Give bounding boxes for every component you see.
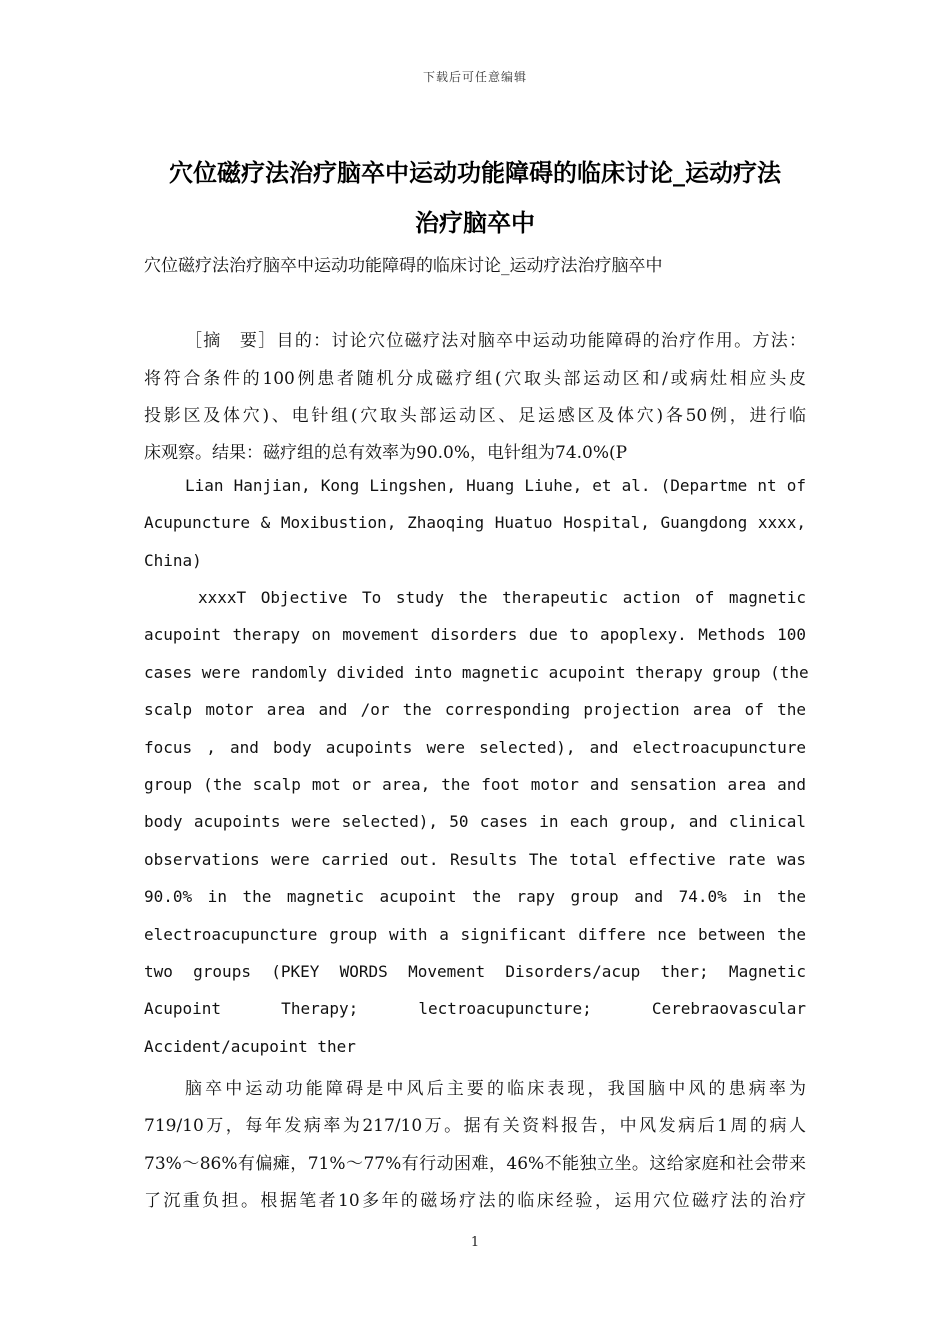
- body-cn-line: 脑卒中运动功能障碍是中风后主要的临床表现，我国脑中风的患病率为: [185, 1079, 806, 1099]
- body-cn-line: 73%～86%有偏瘫，71%～77%有行动困难，46%不能独立坐。这给家庭和社会带来: [144, 1154, 806, 1174]
- abstract-en-line: two groups (PKEY WORDS Movement Disorders/acup ther; Magnetic: [144, 962, 806, 981]
- body-cn-line: 719/10万，每年发病率为217/10万。据有关资料报告，中风发病后1周的病人: [144, 1116, 806, 1136]
- abstract-en-line: group (the scalp mot or area, the foot motor and sensation area and: [144, 775, 806, 794]
- abstract-en-line: acupoint therapy on movement disorders due to apoplexy. Methods 100: [144, 625, 806, 644]
- abstract-cn-line: ［摘 要］目的：讨论穴位磁疗法对脑卒中运动功能障碍的治疗作用。方法：: [185, 331, 806, 351]
- title-line-2: 治疗脑卒中: [415, 209, 535, 237]
- abstract-en-line: scalp motor area and /or the corresponding projection area of the: [144, 700, 806, 719]
- abstract-en-line: 90.0% in the magnetic acupoint the rapy group and 74.0% in the: [144, 887, 806, 906]
- subtitle: 穴位磁疗法治疗脑卒中运动功能障碍的临床讨论_运动疗法治疗脑卒中: [144, 256, 663, 276]
- abstract-en-line: xxxxT Objective To study the therapeutic action of magnetic: [198, 588, 806, 607]
- authors-en-line: Lian Hanjian, Kong Lingshen, Huang Liuhe, et al. (Departme nt of: [185, 476, 806, 495]
- abstract-cn-line: 将符合条件的100例患者随机分成磁疗组(穴取头部运动区和/或病灶相应头皮: [144, 369, 806, 389]
- abstract-en-line: Accident/acupoint ther: [144, 1037, 356, 1056]
- abstract-en-line: focus , and body acupoints were selected), and electroacupuncture: [144, 738, 806, 757]
- abstract-cn-line: 床观察。结果：磁疗组的总有效率为90.0%，电针组为74.0%(P: [144, 443, 628, 463]
- abstract-en-line: electroacupuncture group with a significant differe nce between the: [144, 925, 806, 944]
- abstract-en-line: cases were randomly divided into magnetic acupoint therapy group (the: [144, 663, 809, 682]
- authors-en-line: China): [144, 551, 202, 570]
- abstract-en-line: observations were carried out. Results The total effective rate was: [144, 850, 806, 869]
- authors-en-line: Acupuncture & Moxibustion, Zhaoqing Huatuo Hospital, Guangdong xxxx,: [144, 513, 806, 532]
- abstract-en-line: body acupoints were selected), 50 cases in each group, and clinical: [144, 812, 806, 831]
- abstract-en-line: Acupoint Therapy; lectroacupuncture; Cerebraovascular: [144, 999, 806, 1018]
- abstract-cn-line: 投影区及体穴)、电针组(穴取头部运动区、足运感区及体穴)各50例，进行临: [144, 406, 806, 426]
- page-number: 1: [470, 1235, 480, 1250]
- body-cn-line: 了沉重负担。根据笔者10多年的磁场疗法的临床经验，运用穴位磁疗法的治疗: [144, 1191, 806, 1211]
- header-note: 下载后可任意编辑: [422, 70, 527, 84]
- title-line-1: 穴位磁疗法治疗脑卒中运动功能障碍的临床讨论_运动疗法: [169, 159, 781, 187]
